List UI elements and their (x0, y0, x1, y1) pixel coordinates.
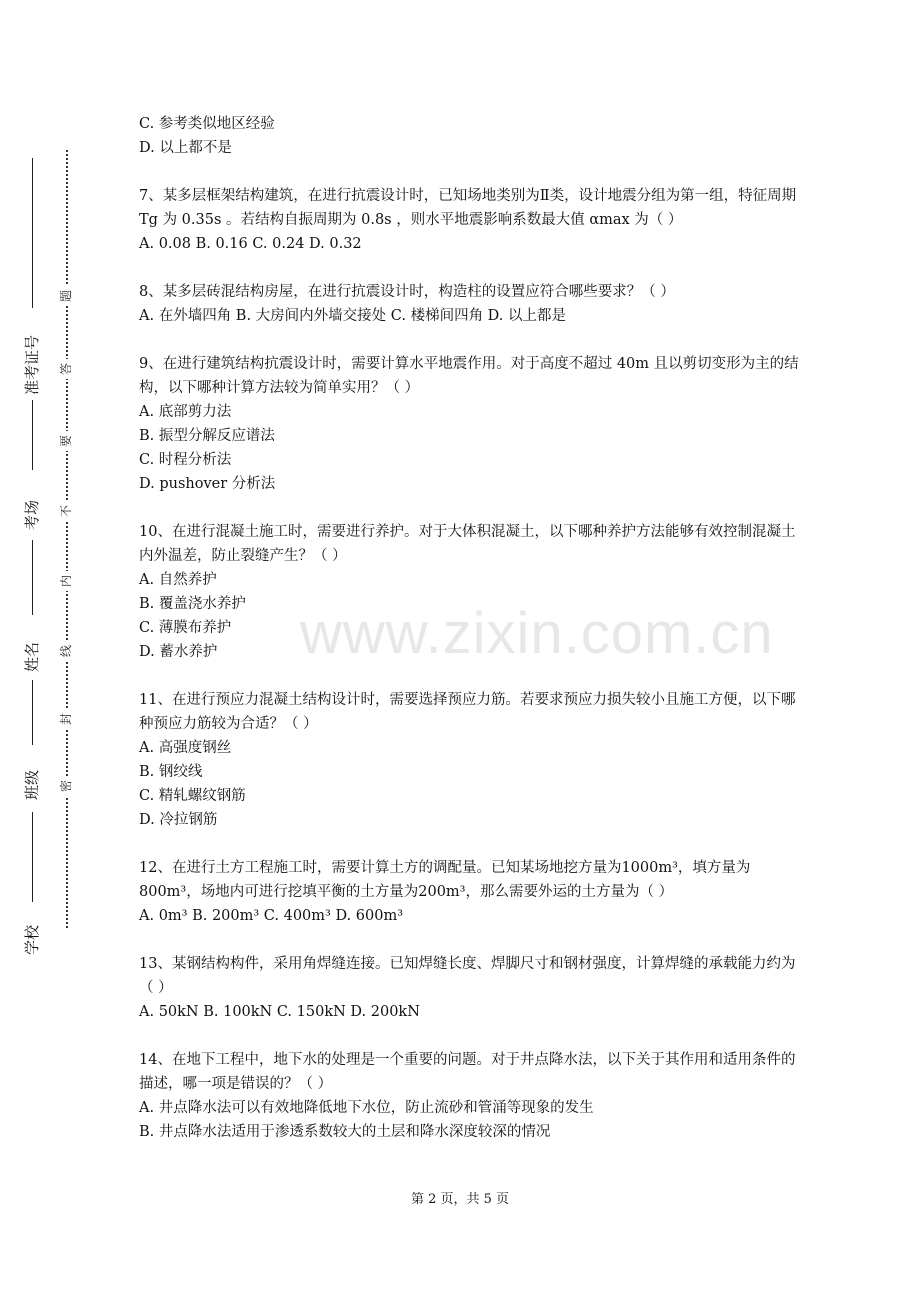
question-stem: 9、在进行建筑结构抗震设计时，需要计算水平地震作用。对于高度不超过 40m 且以剪切变形为主的结构，以下哪种计算方法较为简单实用？（ ） (139, 356, 799, 396)
seal-dotted-line (66, 150, 68, 928)
option: B. 振型分解反应谱法 (139, 428, 275, 444)
seal-char: 题 (57, 286, 75, 306)
question-stem: 8、某多层砖混结构房屋，在进行抗震设计时，构造柱的设置应符合哪些要求？（ ） (139, 284, 675, 300)
question-14 (139, 1048, 804, 1144)
option: A. 井点降水法可以有效地降低地下水位，防止流砂和管涌等现象的发生 (139, 1100, 594, 1116)
question-9 (139, 352, 804, 496)
option: D. 蓄水养护 (139, 644, 218, 660)
option: B. 井点降水法适用于渗透系数较大的土层和降水深度较深的情况 (139, 1124, 551, 1140)
binding-margin (0, 0, 110, 1302)
watermark: www.zixin.com.cn (300, 601, 774, 666)
option: B. 覆盖浇水养护 (139, 596, 246, 612)
option: A. 0.08 B. 0.16 C. 0.24 D. 0.32 (139, 236, 362, 252)
question-stem: 11、在进行预应力混凝土结构设计时，需要选择预应力筋。若要求预应力损失较小且施工方便，以下哪种预应力筋较为合适？（ ） (139, 692, 796, 732)
option: C. 薄膜布养护 (139, 620, 232, 636)
page-number: 第 2 页，共 5 页 (410, 1192, 510, 1207)
name-line (32, 540, 33, 615)
class-line (32, 680, 33, 745)
school-label: 学校 (22, 924, 41, 955)
option: A. 50kN B. 100kN C. 150kN D. 200kN (139, 1004, 420, 1020)
seal-char: 要 (57, 431, 75, 451)
option: C. 参考类似地区经验 (139, 116, 275, 132)
option: C. 精轧螺纹钢筋 (139, 788, 246, 804)
question-11 (139, 688, 804, 832)
option: C. 时程分析法 (139, 452, 232, 468)
exam-room-line (32, 400, 33, 470)
seal-char: 密 (57, 776, 75, 796)
question-13 (139, 952, 804, 1024)
exam-id-label: 准考证号 (22, 334, 41, 395)
question-7 (139, 184, 804, 256)
option: B. 钢绞线 (139, 764, 203, 780)
question-stem: 7、某多层框架结构建筑，在进行抗震设计时，已知场地类别为Ⅱ类，设计地震分组为第一组，特征周期 Tg 为 0.35s 。若结构自振周期为 0.8s ，则水平地震影响系数最大值 αmax 为（ ） (139, 188, 797, 228)
option: A. 0m³ B. 200m³ C. 400m³ D. 600m³ (139, 908, 404, 924)
question-content (139, 112, 804, 1144)
question-8 (139, 280, 804, 328)
option: A. 高强度钢丝 (139, 740, 232, 756)
exam-id-line (32, 158, 33, 308)
question-stem: 10、在进行混凝土施工时，需要进行养护。对于大体积混凝土，以下哪种养护方法能够有效控制混凝土内外温差，防止裂缝产生？（ ） (139, 524, 796, 564)
question-12 (139, 856, 804, 928)
question-6-tail (139, 112, 804, 160)
exam-room-label: 考场 (22, 499, 41, 530)
question-stem: 13、某钢结构构件，采用角焊缝连接。已知焊缝长度、焊脚尺寸和钢材强度，计算焊缝的承载能力约为（ ） (139, 956, 796, 996)
question-10 (139, 520, 804, 664)
question-stem: 12、在进行土方工程施工时，需要计算土方的调配量。已知某场地挖方量为1000m³，填方量为800m³，场地内可进行挖填平衡的土方量为200m³，那么需要外运的土方量为（ ） (139, 860, 751, 900)
seal-char: 封 (57, 709, 75, 729)
option: A. 在外墙四角 B. 大房间内外墙交接处 C. 楼梯间四角 D. 以上都是 (139, 308, 567, 324)
question-stem: 14、在地下工程中，地下水的处理是一个重要的问题。对于井点降水法，以下关于其作用和适用条件的描述，哪一项是错误的？（ ） (139, 1052, 796, 1092)
seal-char: 答 (57, 359, 75, 379)
seal-char: 不 (57, 501, 75, 521)
option: D. pushover 分析法 (139, 476, 276, 492)
option: D. 冷拉钢筋 (139, 812, 218, 828)
option: A. 自然养护 (139, 572, 217, 588)
class-label: 班级 (22, 769, 41, 800)
name-label: 姓名 (22, 641, 41, 672)
option: A. 底部剪力法 (139, 404, 232, 420)
school-line (32, 812, 33, 902)
seal-char: 内 (57, 571, 75, 591)
seal-char: 线 (57, 641, 75, 661)
option: D. 以上都不是 (139, 140, 232, 156)
